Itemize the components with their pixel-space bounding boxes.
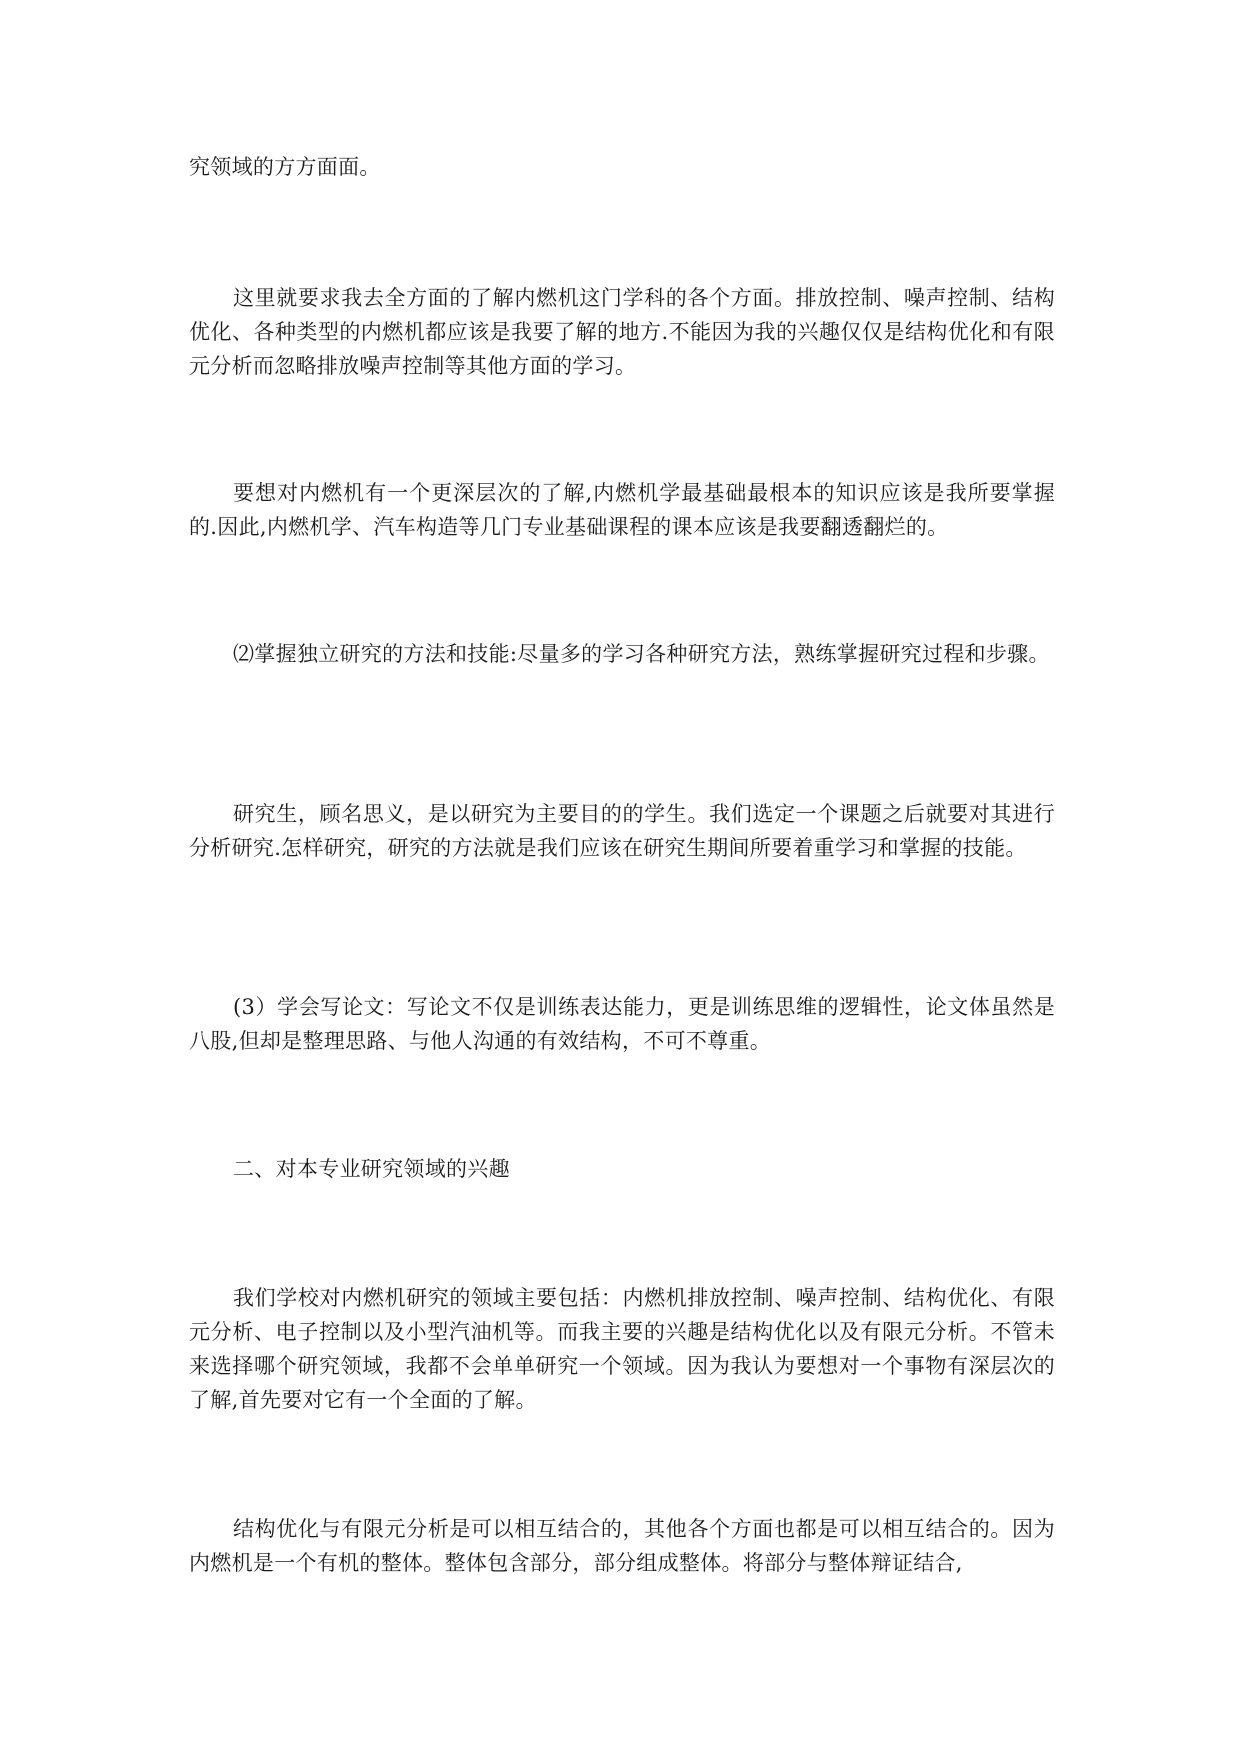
- paragraph-research-methods: ⑵掌握独立研究的方法和技能:尽量多的学习各种研究方法，熟练掌握研究过程和步骤。: [233, 642, 1050, 666]
- paragraph-fundamental-knowledge: 要想对内燃机有一个更深层次的了解,内燃机学最基础最根本的知识应该是我所要掌握的.因此,内燃机学、汽车构造等几门专业基础课程的课本应该是我要翻透翻烂的。: [189, 481, 1055, 539]
- section-heading-interest: 二、对本专业研究领域的兴趣: [233, 1157, 510, 1181]
- paragraph-research-fields: 我们学校对内燃机研究的领域主要包括：内燃机排放控制、噪声控制、结构优化、有限元分析、电子控制以及小型汽油机等。而我主要的兴趣是结构优化以及有限元分析。不管未来选择哪个研究领域，我都不会单单研究一个领域。因为我认为要想对一个事物有深层次的了解,首先要对它有一个全面的了解。: [189, 1286, 1055, 1412]
- paragraph-graduate-student: 研究生，顾名思义，是以研究为主要目的的学生。我们选定一个课题之后就要对其进行分析研究.怎样研究，研究的方法就是我们应该在研究生期间所要着重学习和掌握的技能。: [189, 802, 1055, 860]
- paragraph-continuation: 究领域的方方面面。: [189, 155, 381, 179]
- paragraph-writing-papers: (3）学会写论文：写论文不仅是训练表达能力，更是训练思维的逻辑性，论文体虽然是八股,但却是整理思路、与他人沟通的有效结构，不可不尊重。: [189, 995, 1055, 1053]
- paragraph-comprehensive-study: 这里就要求我去全方面的了解内燃机这门学科的各个方面。排放控制、噪声控制、结构优化、各种类型的内燃机都应该是我要了解的地方.不能因为我的兴趣仅仅是结构优化和有限元分析而忽略排放噪声控制等其他方面的学习。: [189, 286, 1055, 378]
- paragraph-integration: 结构优化与有限元分析是可以相互结合的，其他各个方面也都是可以相互结合的。因为内燃机是一个有机的整体。整体包含部分，部分组成整体。将部分与整体辩证结合,: [189, 1517, 1055, 1575]
